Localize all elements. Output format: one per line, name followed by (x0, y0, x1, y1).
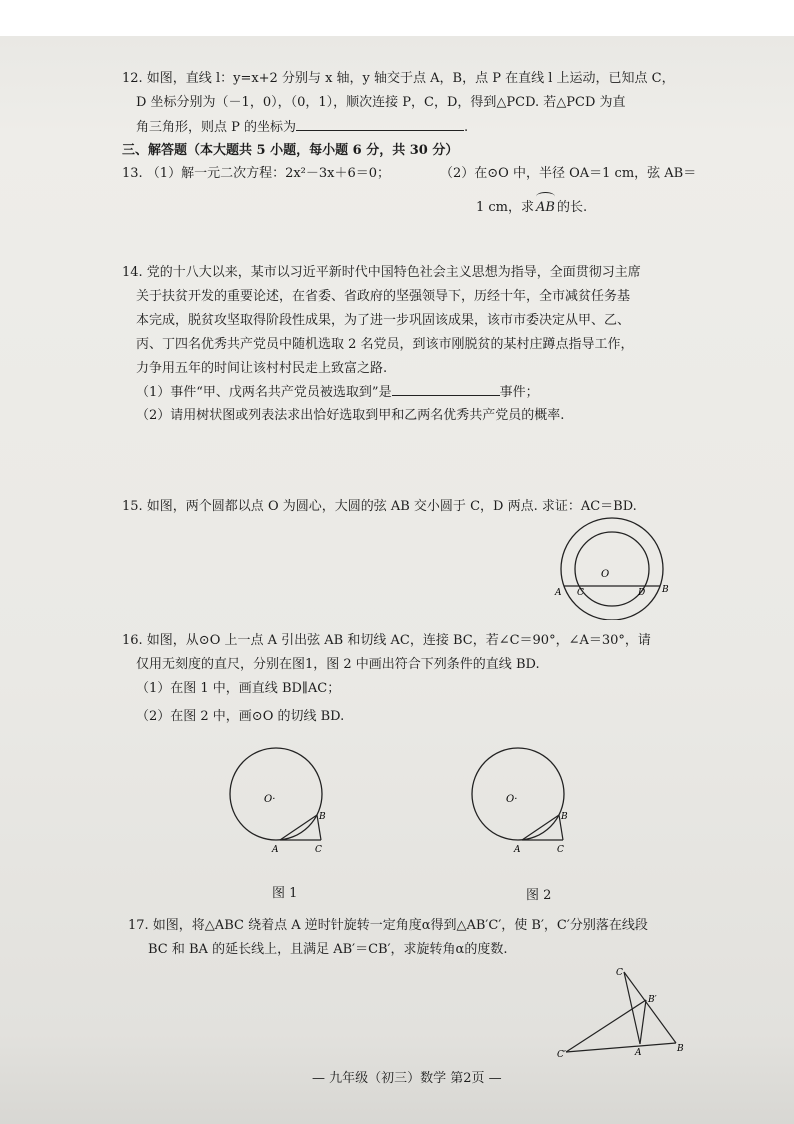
circle-o-fig1 (230, 748, 322, 840)
label-b: B (319, 812, 326, 822)
q14-sub1-text: （1）事件“甲、戊两名共产党员被选取到”是 (136, 385, 392, 400)
figure1-caption: 图 1 (272, 886, 298, 901)
q12-line3-text: 角三角形，则点 P 的坐标为 (136, 120, 297, 135)
q14-sub2: （2）请用树状图或列表法求出恰好选取到甲和乙两名优秀共产党员的概率. (136, 408, 565, 423)
q12-line3-end: . (464, 120, 469, 135)
segment-cprime-b (566, 1043, 676, 1052)
q12-line3 (136, 116, 468, 138)
q14-line2: 关于扶贫开发的重要论述，在省委、省政府的坚强领导下，历经十年，全市减贫任务基 (136, 289, 631, 304)
top-margin (0, 0, 794, 36)
q16-line1: 16. 如图，从⊙O 上一点 A 引出弦 AB 和切线 AC，连接 BC，若∠C＝90°，∠A＝30°，请 (122, 633, 651, 648)
q16-sub1: （1）在图 1 中，画直线 BD∥AC； (136, 681, 341, 696)
q14-answer-blank[interactable] (392, 381, 500, 396)
label-c: C (616, 968, 623, 978)
label-c-prime: C′ (557, 1050, 566, 1060)
q12-line1: 12. 如图，直线 l：y=x+2 分别与 x 轴，y 轴交于点 A，B，点 P 在直线 l 上运动，已知点 C， (122, 71, 675, 86)
q12-line2: D 坐标分别为（－1，0），（0，1），顺次连接 P，C，D，得到△PCD. 若△PCD 为直 (136, 95, 626, 110)
q13-part2b-text: 1 cm，求 (476, 200, 535, 215)
label-a: A (555, 588, 562, 598)
q15-text: 15. 如图，两个圆都以点 O 为圆心，大圆的弦 AB 交小圆于 C，D 两点. 求证：AC＝BD. (122, 499, 637, 514)
label-b: B (677, 1044, 684, 1054)
q13-part2b (476, 197, 587, 218)
arc-ab-label: AB (536, 197, 555, 218)
q17-figure (556, 964, 688, 1060)
label-a: A (514, 845, 521, 855)
q14-line1: 14. 党的十八大以来，某市以习近平新时代中国特色社会主义思想为指导，全面贯彻习主席 (122, 265, 641, 280)
q14-line5: 力争用五年的时间让该村村民走上致富之路. (136, 361, 388, 376)
q14-sub1 (136, 381, 539, 403)
circle-o-fig2 (472, 748, 564, 840)
q14-line4: 丙、丁四名优秀共产党员中随机选取 2 名党员，到该市刚脱贫的某村庄蹲点指导工作， (136, 337, 634, 352)
q13-part2: （2）在⊙O 中，半径 OA＝1 cm，弦 AB＝ (440, 166, 697, 181)
label-a: A (272, 845, 279, 855)
label-d: D (638, 588, 646, 598)
segment-a-bprime (640, 1000, 646, 1044)
q15-figure (548, 515, 680, 620)
label-c: C (557, 845, 564, 855)
label-b: B (561, 812, 568, 822)
label-o: O· (264, 794, 276, 805)
label-o: O (601, 569, 610, 580)
label-c: C (577, 588, 584, 598)
q12-answer-blank[interactable] (296, 116, 464, 131)
q16-figure2 (464, 740, 576, 858)
q16-sub2: （2）在图 2 中，画⊙O 的切线 BD. (136, 709, 345, 724)
chord-ab (522, 815, 559, 840)
label-b: B (662, 585, 669, 595)
label-c: C (315, 845, 322, 855)
chord-ab (280, 815, 317, 840)
q14-sub1-end: 事件； (499, 385, 539, 400)
q17-line2: BC 和 BA 的延长线上，且满足 AB′＝CB′，求旋转角α的度数. (148, 942, 508, 957)
q16-line2: 仅用无刻度的直尺，分别在图1，图 2 中画出符合下列条件的直线 BD. (136, 657, 540, 672)
q16-figure1 (222, 740, 334, 858)
label-o: O· (506, 794, 518, 805)
q13-part1: 13. （1）解一元二次方程：2x²－3x＋6＝0； (122, 166, 391, 181)
label-b-prime: B′ (648, 995, 657, 1005)
label-a: A (635, 1048, 642, 1058)
page-footer: — 九年级（初三）数学 第2页 — (312, 1071, 502, 1086)
section3-title: 三、解答题（本大题共 5 小题，每小题 6 分，共 30 分） (122, 143, 459, 158)
figure2-caption: 图 2 (526, 888, 552, 903)
q17-line1: 17. 如图，将△ABC 绕着点 A 逆时针旋转一定角度α得到△AB′C′，使 B′，C′分别落在线段 (128, 918, 648, 933)
q13-part2b-end: 的长. (556, 200, 588, 215)
big-circle (561, 518, 663, 620)
q14-line3: 本完成，脱贫攻坚取得阶段性成果，为了进一步巩固该成果，该市市委决定从甲、乙、 (136, 313, 631, 328)
segment-cprime-bprime (566, 1000, 646, 1052)
